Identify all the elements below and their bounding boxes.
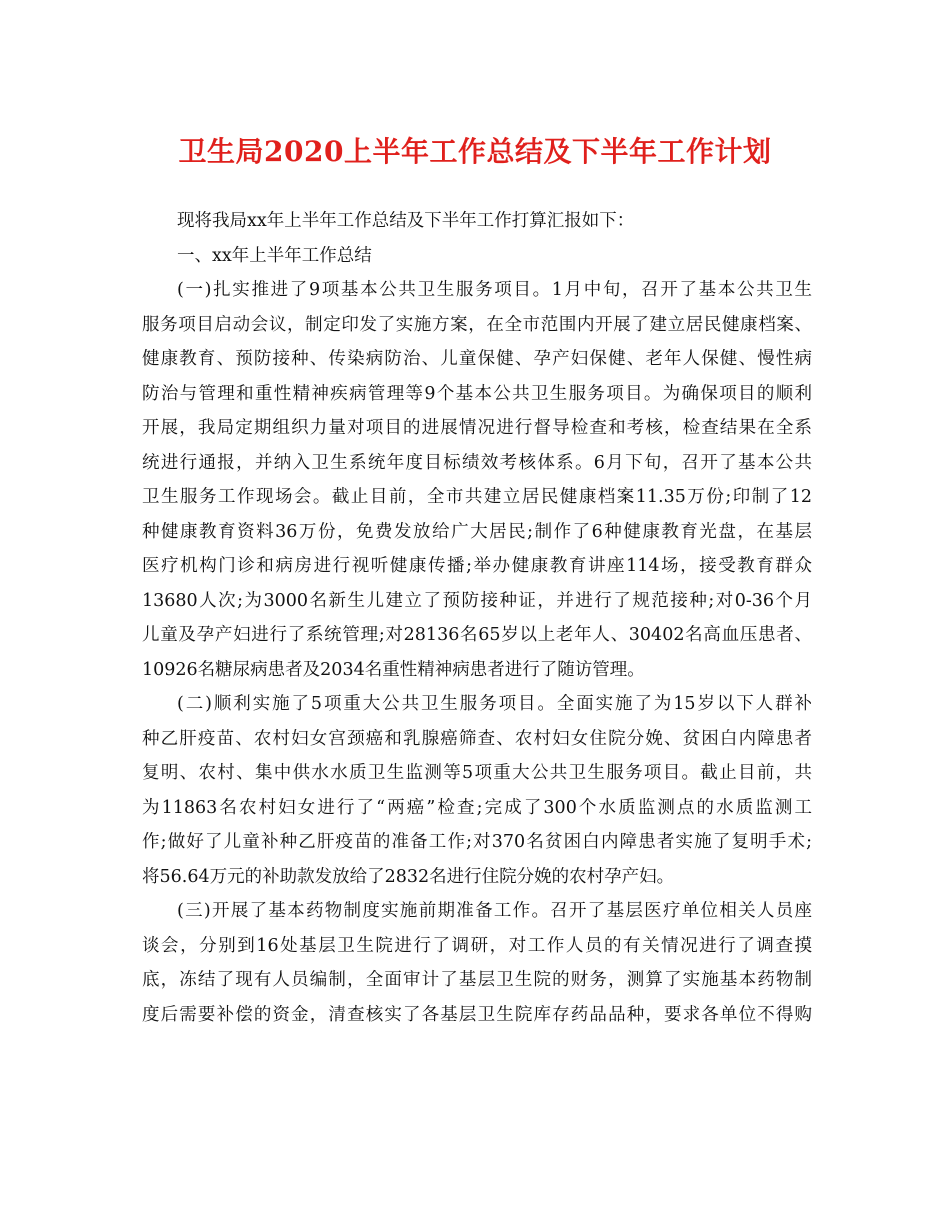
paragraph-line: 为11863名农村妇女进行了“两癌”检查;完成了300个水质监测点的水质监测工	[142, 797, 812, 818]
paragraph-line: 种乙肝疫苗、农村妇女宫颈癌和乳腺癌筛查、农村妇女住院分娩、贫困白内障患者	[142, 728, 812, 749]
paragraph-line: 开展，我局定期组织力量对项目的进展情况进行督导检查和考核，检查结果在全系	[142, 418, 812, 438]
paragraph-line: 作;做好了儿童补种乙肝疫苗的准备工作;对370名贫困白内障患者实施了复明手术;	[142, 832, 812, 852]
paragraph-line: 13680人次;为3000名新生儿建立了预防接种证，并进行了规范接种;对0-36个月	[142, 590, 812, 611]
paragraph-line: 谈会，分别到16处基层卫生院进行了调研，对工作人员的有关情况进行了调查摸	[142, 935, 812, 956]
paragraph-line: 度后需要补偿的资金，清查核实了各基层卫生院库存药品品种，要求各单位不得购	[142, 1004, 812, 1025]
section-heading: 一、xx年上半年工作总结	[177, 245, 372, 266]
paragraph-line: 复明、农村、集中供水水质卫生监测等5项重大公共卫生服务项目。截止目前，共	[142, 763, 812, 783]
paragraph-line: 底，冻结了现有人员编制，全面审计了基层卫生院的财务，测算了实施基本药物制	[142, 970, 812, 990]
paragraph-line: 现将我局xx年上半年工作总结及下半年工作打算汇报如下：	[177, 211, 635, 231]
paragraph-line: (二)顺利实施了5项重大公共卫生服务项目。全面实施了为15岁以下人群补	[177, 694, 812, 714]
paragraph-line: 服务项目启动会议，制定印发了实施方案，在全市范围内开展了建立居民健康档案、	[142, 314, 812, 335]
paragraph-line: 医疗机构门诊和病房进行视听健康传播;举办健康教育讲座114场，接受教育群众	[142, 556, 812, 576]
paragraph-line: 种健康教育资料36万份，免费发放给广大居民;制作了6种健康教育光盘，在基层	[142, 521, 812, 542]
paragraph-line: (一)扎实推进了9项基本公共卫生服务项目。1月中旬，召开了基本公共卫生	[177, 280, 812, 300]
paragraph-line: 10926名糖尿病患者及2034名重性精神病患者进行了随访管理。	[142, 659, 645, 680]
paragraph-line: (三)开展了基本药物制度实施前期准备工作。召开了基层医疗单位相关人员座	[177, 901, 812, 921]
paragraph-line: 防治与管理和重性精神疾病管理等9个基本公共卫生服务项目。为确保项目的顺利	[142, 383, 812, 404]
document-body	[142, 204, 812, 1032]
paragraph-line: 卫生服务工作现场会。截止目前，全市共建立居民健康档案11.35万份;印制了12	[142, 487, 812, 507]
document-title: 卫生局2020上半年工作总结及下半年工作计划	[178, 135, 772, 168]
paragraph-line: 健康教育、预防接种、传染病防治、儿童保健、孕产妇保健、老年人保健、慢性病	[142, 349, 812, 369]
paragraph-line: 儿童及孕产妇进行了系统管理;对28136名65岁以上老年人、30402名高血压患者、	[142, 625, 812, 645]
paragraph-line: 统进行通报，并纳入卫生系统年度目标绩效考核体系。6月下旬，召开了基本公共	[142, 452, 812, 473]
paragraph-line: 将56.64万元的补助款发放给了2832名进行住院分娩的农村孕产妇。	[142, 866, 675, 887]
